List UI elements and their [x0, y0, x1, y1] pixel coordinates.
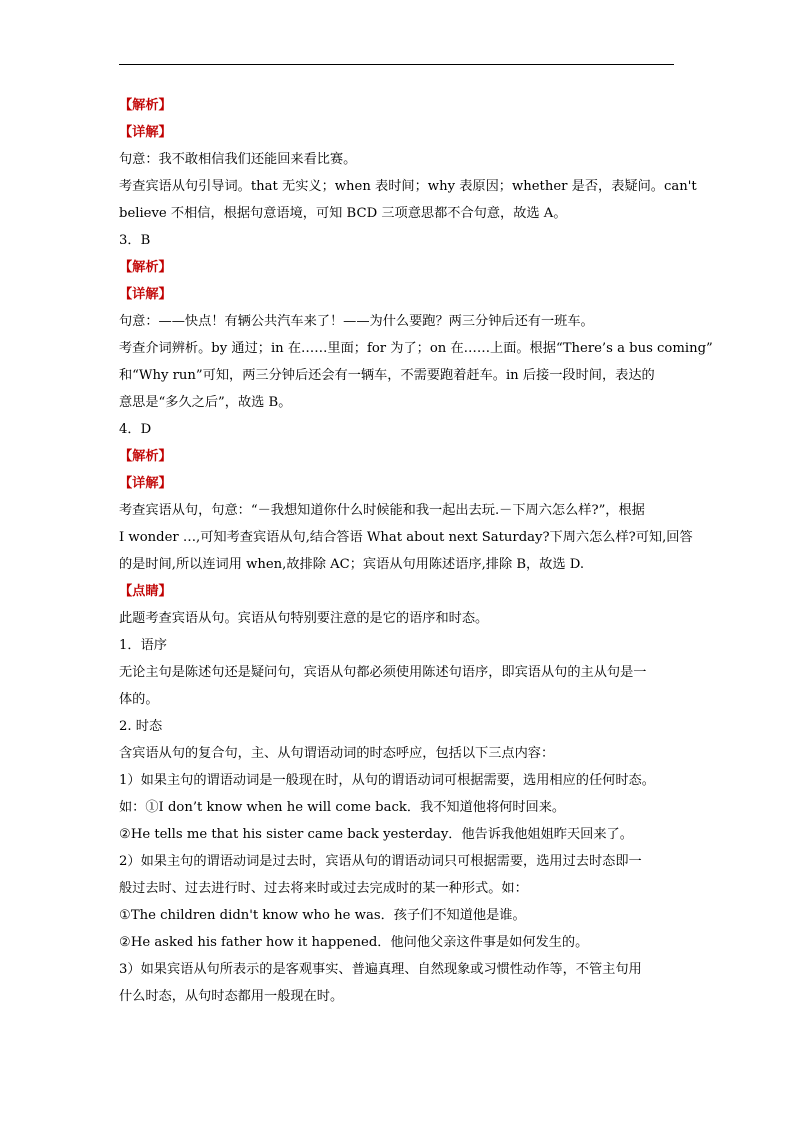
example-sentence: 如：①I don’t know when he will come back．我不知道他将何时回来。: [119, 800, 566, 815]
explanation-line: 的是时间,所以连词用 when,故排除 AC；宾语从句用陈述语序,排除 B，故选 D.: [119, 557, 585, 572]
header-rule: [119, 64, 674, 65]
example-sentence: ②He tells me that his sister came back yesterday．他告诉我他姐姐昨天回来了。: [119, 827, 633, 842]
detail-heading: 【详解】: [119, 476, 172, 491]
analysis-heading: 【解析】: [119, 449, 172, 464]
key-point-line: 含宾语从句的复合句，主、从句谓语动词的时态呼应，包括以下三点内容：: [119, 746, 555, 761]
translation-line: 句意：——快点！有辆公共汽车来了！——为什么要跑？两三分钟后还有一班车。: [119, 314, 594, 329]
analysis-heading: 【解析】: [119, 98, 172, 113]
key-point-line: 无论主句是陈述句还是疑问句，宾语从句都必须使用陈述句语序，即宾语从句的主从句是一: [119, 665, 647, 680]
analysis-heading: 【解析】: [119, 260, 172, 275]
explanation-line: 考查宾语从句引导词。that 无实义；when 表时间；why 表原因；whether 是否，表疑问。can't: [119, 179, 697, 194]
key-point-line: 1）如果主句的谓语动词是一般现在时，从句的谓语动词可根据需要，选用相应的任何时态。: [119, 773, 655, 788]
detail-heading: 【详解】: [119, 125, 172, 140]
explanation-line: I wonder …,可知考查宾语从句,结合答语 What about next Saturday?下周六怎么样?可知,回答: [119, 530, 693, 545]
example-sentence: ①The children didn't know who he was．孩子们不知道他是谁。: [119, 908, 526, 923]
explanation-line: 考查宾语从句，句意：“－我想知道你什么时候能和我一起出去玩.－下周六怎么样?”，根据: [119, 503, 645, 518]
question-answer-4: 4．D: [119, 422, 152, 437]
key-point-line: 般过去时、过去进行时、过去将来时或过去完成时的某一种形式。如：: [119, 881, 528, 896]
explanation-line: 考查介词辨析。by 通过；in 在……里面；for 为了；on 在……上面。根据“There’s a bus coming”: [119, 341, 713, 356]
key-point-line: 2）如果主句的谓语动词是过去时，宾语从句的谓语动词只可根据需要，选用过去时态即一: [119, 854, 642, 869]
translation-line: 句意：我不敢相信我们还能回来看比赛。: [119, 152, 357, 167]
explanation-line: 和“Why run”可知，两三分钟后还会有一辆车，不需要跑着赶车。in 后接一段时间，表达的: [119, 368, 655, 383]
key-point-line: 什么时态，从句时态都用一般现在时。: [119, 989, 344, 1004]
tense-subheading: 2. 时态: [119, 719, 163, 734]
key-point-line: 体的。: [119, 692, 159, 707]
key-point-heading: 【点睛】: [119, 584, 172, 599]
question-answer-3: 3．B: [119, 233, 151, 248]
key-point-line: 3）如果宾语从句所表示的是客观事实、普遍真理、自然现象或习惯性动作等，不管主句用: [119, 962, 642, 977]
detail-heading: 【详解】: [119, 287, 172, 302]
answer-explanation-body: [119, 92, 713, 1010]
word-order-subheading: 1．语序: [119, 638, 167, 653]
example-sentence: ②He asked his father how it happened．他问他父亲这件事是如何发生的。: [119, 935, 589, 950]
key-point-line: 此题考查宾语从句。宾语从句特别要注意的是它的语序和时态。: [119, 611, 489, 626]
explanation-line: believe 不相信，根据句意语境，可知 BCD 三项意思都不合句意，故选 A。: [119, 206, 567, 221]
explanation-line: 意思是“多久之后”，故选 B。: [119, 395, 292, 410]
